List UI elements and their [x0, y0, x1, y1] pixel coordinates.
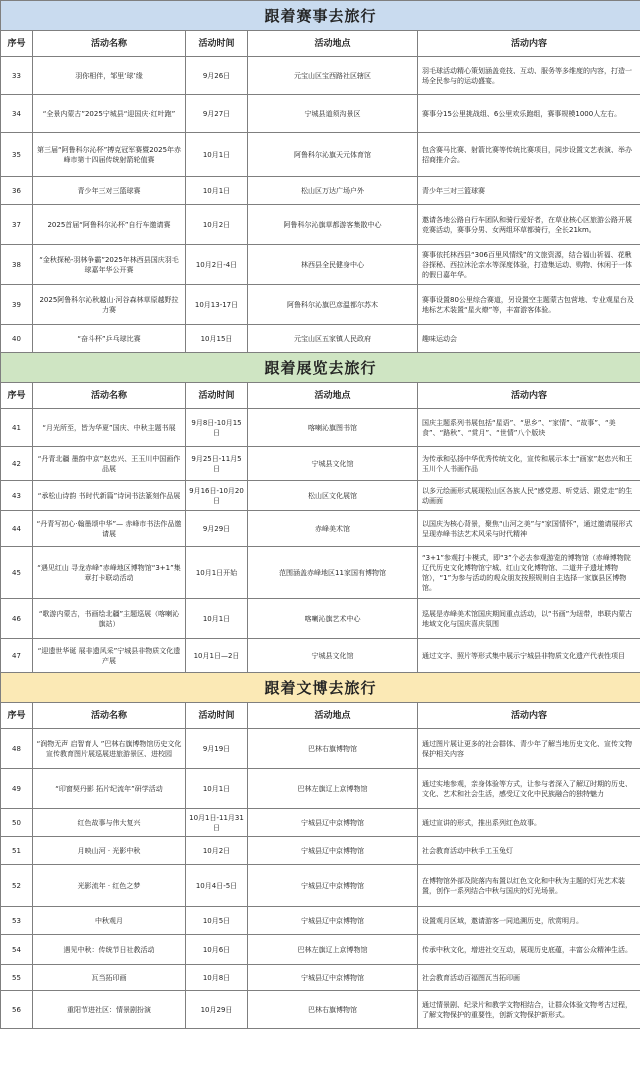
- activity-place: 松山区万达广场户外: [248, 177, 418, 205]
- activity-content: 为传承和弘扬中华优秀传统文化，宣传和展示本土“画家”赵忠兴和王玉川个人书画作品: [418, 447, 640, 481]
- activity-time: 10月4日-5日: [186, 865, 248, 907]
- table-row: [1, 639, 640, 673]
- row-number: 54: [1, 935, 33, 965]
- activity-time: 10月1日: [186, 177, 248, 205]
- activity-place: 阿鲁科尔沁旗草都游客集散中心: [248, 205, 418, 245]
- activity-content: 通过宣讲的形式，推出系列红色故事。: [418, 809, 640, 837]
- table-row: [1, 511, 640, 547]
- activity-name: 羽你相伴，邹里‘球’缘: [33, 57, 186, 95]
- activity-name: “歌游内蒙古，书画绘北疆”主题巡展（喀喇沁旗站）: [33, 599, 186, 639]
- activity-content: 通过实地参观，亲身体验等方式，让参与者深入了解辽时期的历史、文化、艺术和社会生活，感受辽文化中民族融合的独特魅力: [418, 769, 640, 809]
- row-number: 42: [1, 447, 33, 481]
- row-number: 55: [1, 965, 33, 991]
- activity-content: 国庆主题系列书展包括“星语”、“思乡”、“家情”、“故事”、“美食”、“路秋”、“赏月”、“世情”八个版块: [418, 409, 640, 447]
- row-number: 36: [1, 177, 33, 205]
- activity-content: 社会教育活动中秋手工玉兔灯: [418, 837, 640, 865]
- activity-time: 10月8日: [186, 965, 248, 991]
- activity-name: 2025首届“阿鲁科尔沁杯”自行车邀请赛: [33, 205, 186, 245]
- row-number: 44: [1, 511, 33, 547]
- activity-place: 阿鲁科尔沁旗天元体育馆: [248, 133, 418, 177]
- activity-time: 9月16日-10月20日: [186, 481, 248, 511]
- activity-time: 10月6日: [186, 935, 248, 965]
- activity-place: 巴林右旗博物馆: [248, 729, 418, 769]
- activity-content: 赛事分15公里挑战组、6公里欢乐跑组，赛事规模1000人左右。: [418, 95, 640, 133]
- activity-time: 10月13-17日: [186, 285, 248, 325]
- activity-name: 瓦当拓印画: [33, 965, 186, 991]
- table-header-row: [1, 703, 640, 729]
- activity-content: 赛事依托林西县“306百里风情线”的文旅资源，结合福山祈福、花楸谷探秘、西拉沐沦亲水等深度体验，打造集运动、购物、休闲于一体的假日嘉年华。: [418, 245, 640, 285]
- table-row: [1, 481, 640, 511]
- column-header: 活动名称: [33, 31, 186, 57]
- row-number: 51: [1, 837, 33, 865]
- activity-name: 第三届“阿鲁科尔沁杯”搏克冠军赛暨2025年赤峰市第十四届传统射箭轮值赛: [33, 133, 186, 177]
- activity-content: 社会教育活动百福图瓦当拓印画: [418, 965, 640, 991]
- activity-name: “全景内蒙古”2025宁城县“迎国庆·红叶跑”: [33, 95, 186, 133]
- activity-time: 10月2日: [186, 205, 248, 245]
- activity-place: 巴林左旗辽上京博物馆: [248, 769, 418, 809]
- table-row: [1, 177, 640, 205]
- row-number: 33: [1, 57, 33, 95]
- table-row: [1, 965, 640, 991]
- row-number: 53: [1, 907, 33, 935]
- activity-name: “遇见红山 寻龙赤峰”赤峰地区博物馆“3+1”集章打卡联动活动: [33, 547, 186, 599]
- activity-name: “承松山诗韵 书时代新篇”诗词书法篆刻作品展: [33, 481, 186, 511]
- column-header: 序号: [1, 383, 33, 409]
- activity-name: “金秋探秘-羽林争霸”2025年林西县国庆羽毛球嘉年华公开赛: [33, 245, 186, 285]
- row-number: 37: [1, 205, 33, 245]
- row-number: 43: [1, 481, 33, 511]
- activity-place: 宁城县辽中京博物馆: [248, 907, 418, 935]
- table-row: [1, 57, 640, 95]
- activity-name: 月映山河 · 光影中秋: [33, 837, 186, 865]
- column-header: 活动时间: [186, 703, 248, 729]
- activity-content: 巡展是赤峰美术馆国庆期间重点活动，以“书画”为纽带，串联内蒙古地域文化与国庆喜庆氛围: [418, 599, 640, 639]
- activity-place: 巴林右旗博物馆: [248, 991, 418, 1029]
- activity-name: “印窗契丹影 拓片纪流年”研学活动: [33, 769, 186, 809]
- activity-time: 10月1日: [186, 599, 248, 639]
- column-header: 序号: [1, 703, 33, 729]
- activity-content: 青少年三对三篮球赛: [418, 177, 640, 205]
- row-number: 47: [1, 639, 33, 673]
- table-row: [1, 547, 640, 599]
- column-header: 活动内容: [418, 383, 640, 409]
- activity-time: 10月5日: [186, 907, 248, 935]
- table-header-row: [1, 31, 640, 57]
- activity-place: 宁城县道须沟景区: [248, 95, 418, 133]
- table-row: [1, 285, 640, 325]
- activity-content: 以国庆为核心背景，聚焦“山河之美”与“家国情怀”，通过邀请展形式呈现赤峰书法艺术风采与时代精神: [418, 511, 640, 547]
- table-row: [1, 809, 640, 837]
- activity-name: 红色故事与伟大复兴: [33, 809, 186, 837]
- activity-place: 巴林左旗辽上京博物馆: [248, 935, 418, 965]
- activity-content: 通过图片展让更多的社会群体、青少年了解当地历史文化、宣传文物保护相关内容: [418, 729, 640, 769]
- activity-time: 10月29日: [186, 991, 248, 1029]
- table-row: [1, 245, 640, 285]
- row-number: 56: [1, 991, 33, 1029]
- activity-content: 以多元绘画形式展现松山区各族人民“感党恩、听党话、跟党走”的生动画面: [418, 481, 640, 511]
- activity-name: 青少年三对三篮球赛: [33, 177, 186, 205]
- column-header: 活动地点: [248, 31, 418, 57]
- row-number: 50: [1, 809, 33, 837]
- activity-time: 10月1日: [186, 133, 248, 177]
- activity-place: 喀喇沁旗艺术中心: [248, 599, 418, 639]
- activity-time: 9月19日: [186, 729, 248, 769]
- column-header: 活动名称: [33, 383, 186, 409]
- section-title: 跟着赛事去旅行: [1, 1, 640, 31]
- activity-name: “奋斗杯”乒乓球比赛: [33, 325, 186, 353]
- column-header: 活动地点: [248, 703, 418, 729]
- column-header: 序号: [1, 31, 33, 57]
- row-number: 46: [1, 599, 33, 639]
- activity-time: 10月2日-4日: [186, 245, 248, 285]
- activity-content: “3+1”参观打卡模式，即“3”个必去参观游览的博物馆（赤峰博物院辽代历史文化博物馆宁城、红山文化博物馆、二道井子遗址博物馆），“1”为参与活动的观众朋友按照规则自主选择一家旗县区博物馆。: [418, 547, 640, 599]
- table-row: [1, 837, 640, 865]
- row-number: 40: [1, 325, 33, 353]
- activity-place: 宁城县辽中京博物馆: [248, 865, 418, 907]
- activity-place: 宁城县文化馆: [248, 639, 418, 673]
- activity-place: 元宝山区五家镇人民政府: [248, 325, 418, 353]
- row-number: 52: [1, 865, 33, 907]
- activity-content: 赛事设置80公里综合赛道，另设置空主题蒙古包营地、专业观星台及地标艺术装置“星火燎”等，丰富游客体验。: [418, 285, 640, 325]
- activity-content: 通过情景剧、纪录片和教学文物相结合，让群众体验文物考古过程，了解文物保护的重要性，创新文物保护新形式。: [418, 991, 640, 1029]
- activity-time: 9月8日-10月15日: [186, 409, 248, 447]
- row-number: 38: [1, 245, 33, 285]
- activity-time: 10月1日—2日: [186, 639, 248, 673]
- section-banner: [1, 1, 640, 31]
- table-row: [1, 95, 640, 133]
- activity-time: 9月25日-11月5日: [186, 447, 248, 481]
- activity-time: 9月26日: [186, 57, 248, 95]
- activity-place: 元宝山区宝西路社区辖区: [248, 57, 418, 95]
- activity-content: 在博物馆外部及院落内布置以红色文化和中秋为主题的灯光艺术装置，创作一系列结合中秋与国庆的灯光场景。: [418, 865, 640, 907]
- column-header: 活动内容: [418, 31, 640, 57]
- activity-content: 包含赛马比赛、射箭比赛等传统比赛项目，同步设置文艺表演、举办招商推介会。: [418, 133, 640, 177]
- activity-place: 阿鲁科尔沁旗巴彦温都尔苏木: [248, 285, 418, 325]
- activity-time: 10月2日: [186, 837, 248, 865]
- column-header: 活动时间: [186, 31, 248, 57]
- activity-content: 通过文字、照片等形式集中展示宁城县非物质文化遗产代表性项目: [418, 639, 640, 673]
- table-row: [1, 409, 640, 447]
- column-header: 活动内容: [418, 703, 640, 729]
- activity-content: 羽毛球活动精心策划涵盖竞技、互动、服务等多维度的内容，打造一场全民参与的运动盛宴。: [418, 57, 640, 95]
- activity-name: “润物无声 启智育人 ”巴林右旗博物馆历史文化宣传教育图片展巡展进旅游景区、进校园: [33, 729, 186, 769]
- activity-content: 传承中秋文化，增进社交互动，展现历史底蕴，丰富公众精神生活。: [418, 935, 640, 965]
- column-header: 活动时间: [186, 383, 248, 409]
- activity-name: 遇见中秋：传统节日社教活动: [33, 935, 186, 965]
- section-title: 跟着文博去旅行: [1, 673, 640, 703]
- table-row: [1, 729, 640, 769]
- table-body: [1, 1, 640, 1029]
- activity-time: 10月15日: [186, 325, 248, 353]
- activity-name: 光影流年 · 红色之梦: [33, 865, 186, 907]
- activity-name: 重阳节进社区：情景剧扮演: [33, 991, 186, 1029]
- activity-content: 邀请各地公路自行车团队和骑行爱好者，在草业核心区旅游公路开展竞赛活动，赛事分男、女两组环草都骑行，全长21km。: [418, 205, 640, 245]
- activity-place: 松山区文化展馆: [248, 481, 418, 511]
- activity-name: 中秋观月: [33, 907, 186, 935]
- section-banner: [1, 353, 640, 383]
- table-row: [1, 447, 640, 481]
- activity-place: 宁城县辽中京博物馆: [248, 965, 418, 991]
- activity-name: 2025阿鲁科尔沁秋越山·河谷森林草原越野拉力赛: [33, 285, 186, 325]
- section-banner: [1, 673, 640, 703]
- activity-place: 宁城县文化馆: [248, 447, 418, 481]
- activity-time: 9月29日: [186, 511, 248, 547]
- table-row: [1, 769, 640, 809]
- row-number: 49: [1, 769, 33, 809]
- activity-time: 10月1日-11月31日: [186, 809, 248, 837]
- activity-name: “丹青北疆 墨韵中京”赵忠兴、王玉川中国画作品展: [33, 447, 186, 481]
- column-header: 活动地点: [248, 383, 418, 409]
- table-row: [1, 205, 640, 245]
- activity-content: 设置观月区域，邀请游客一同追溯历史，欣赏明月。: [418, 907, 640, 935]
- row-number: 34: [1, 95, 33, 133]
- table-row: [1, 325, 640, 353]
- table-row: [1, 599, 640, 639]
- section-title: 跟着展览去旅行: [1, 353, 640, 383]
- activity-time: 9月27日: [186, 95, 248, 133]
- activity-place: 林西县全民健身中心: [248, 245, 418, 285]
- row-number: 35: [1, 133, 33, 177]
- table-row: [1, 991, 640, 1029]
- activity-place: 宁城县辽中京博物馆: [248, 837, 418, 865]
- table-row: [1, 133, 640, 177]
- activity-place: 宁城县辽中京博物馆: [248, 809, 418, 837]
- activity-time: 10月1日: [186, 769, 248, 809]
- column-header: 活动名称: [33, 703, 186, 729]
- activity-name: “迎遗世华诞 展非遗风采”宁城县非物质文化遗产展: [33, 639, 186, 673]
- activity-name: “月光所至，皆为华夏”国庆、中秋主题书展: [33, 409, 186, 447]
- row-number: 48: [1, 729, 33, 769]
- row-number: 39: [1, 285, 33, 325]
- row-number: 45: [1, 547, 33, 599]
- activity-place: 范围涵盖赤峰地区11家国有博物馆: [248, 547, 418, 599]
- activity-time: 10月1日开始: [186, 547, 248, 599]
- activity-name: “丹青写初心·翰墨颂中华”— 赤峰市书法作品邀请展: [33, 511, 186, 547]
- row-number: 41: [1, 409, 33, 447]
- table-row: [1, 907, 640, 935]
- table-row: [1, 865, 640, 907]
- activity-place: 赤峰美术馆: [248, 511, 418, 547]
- activity-place: 喀喇沁旗图书馆: [248, 409, 418, 447]
- table-row: [1, 935, 640, 965]
- table-header-row: [1, 383, 640, 409]
- activity-content: 趣味运动会: [418, 325, 640, 353]
